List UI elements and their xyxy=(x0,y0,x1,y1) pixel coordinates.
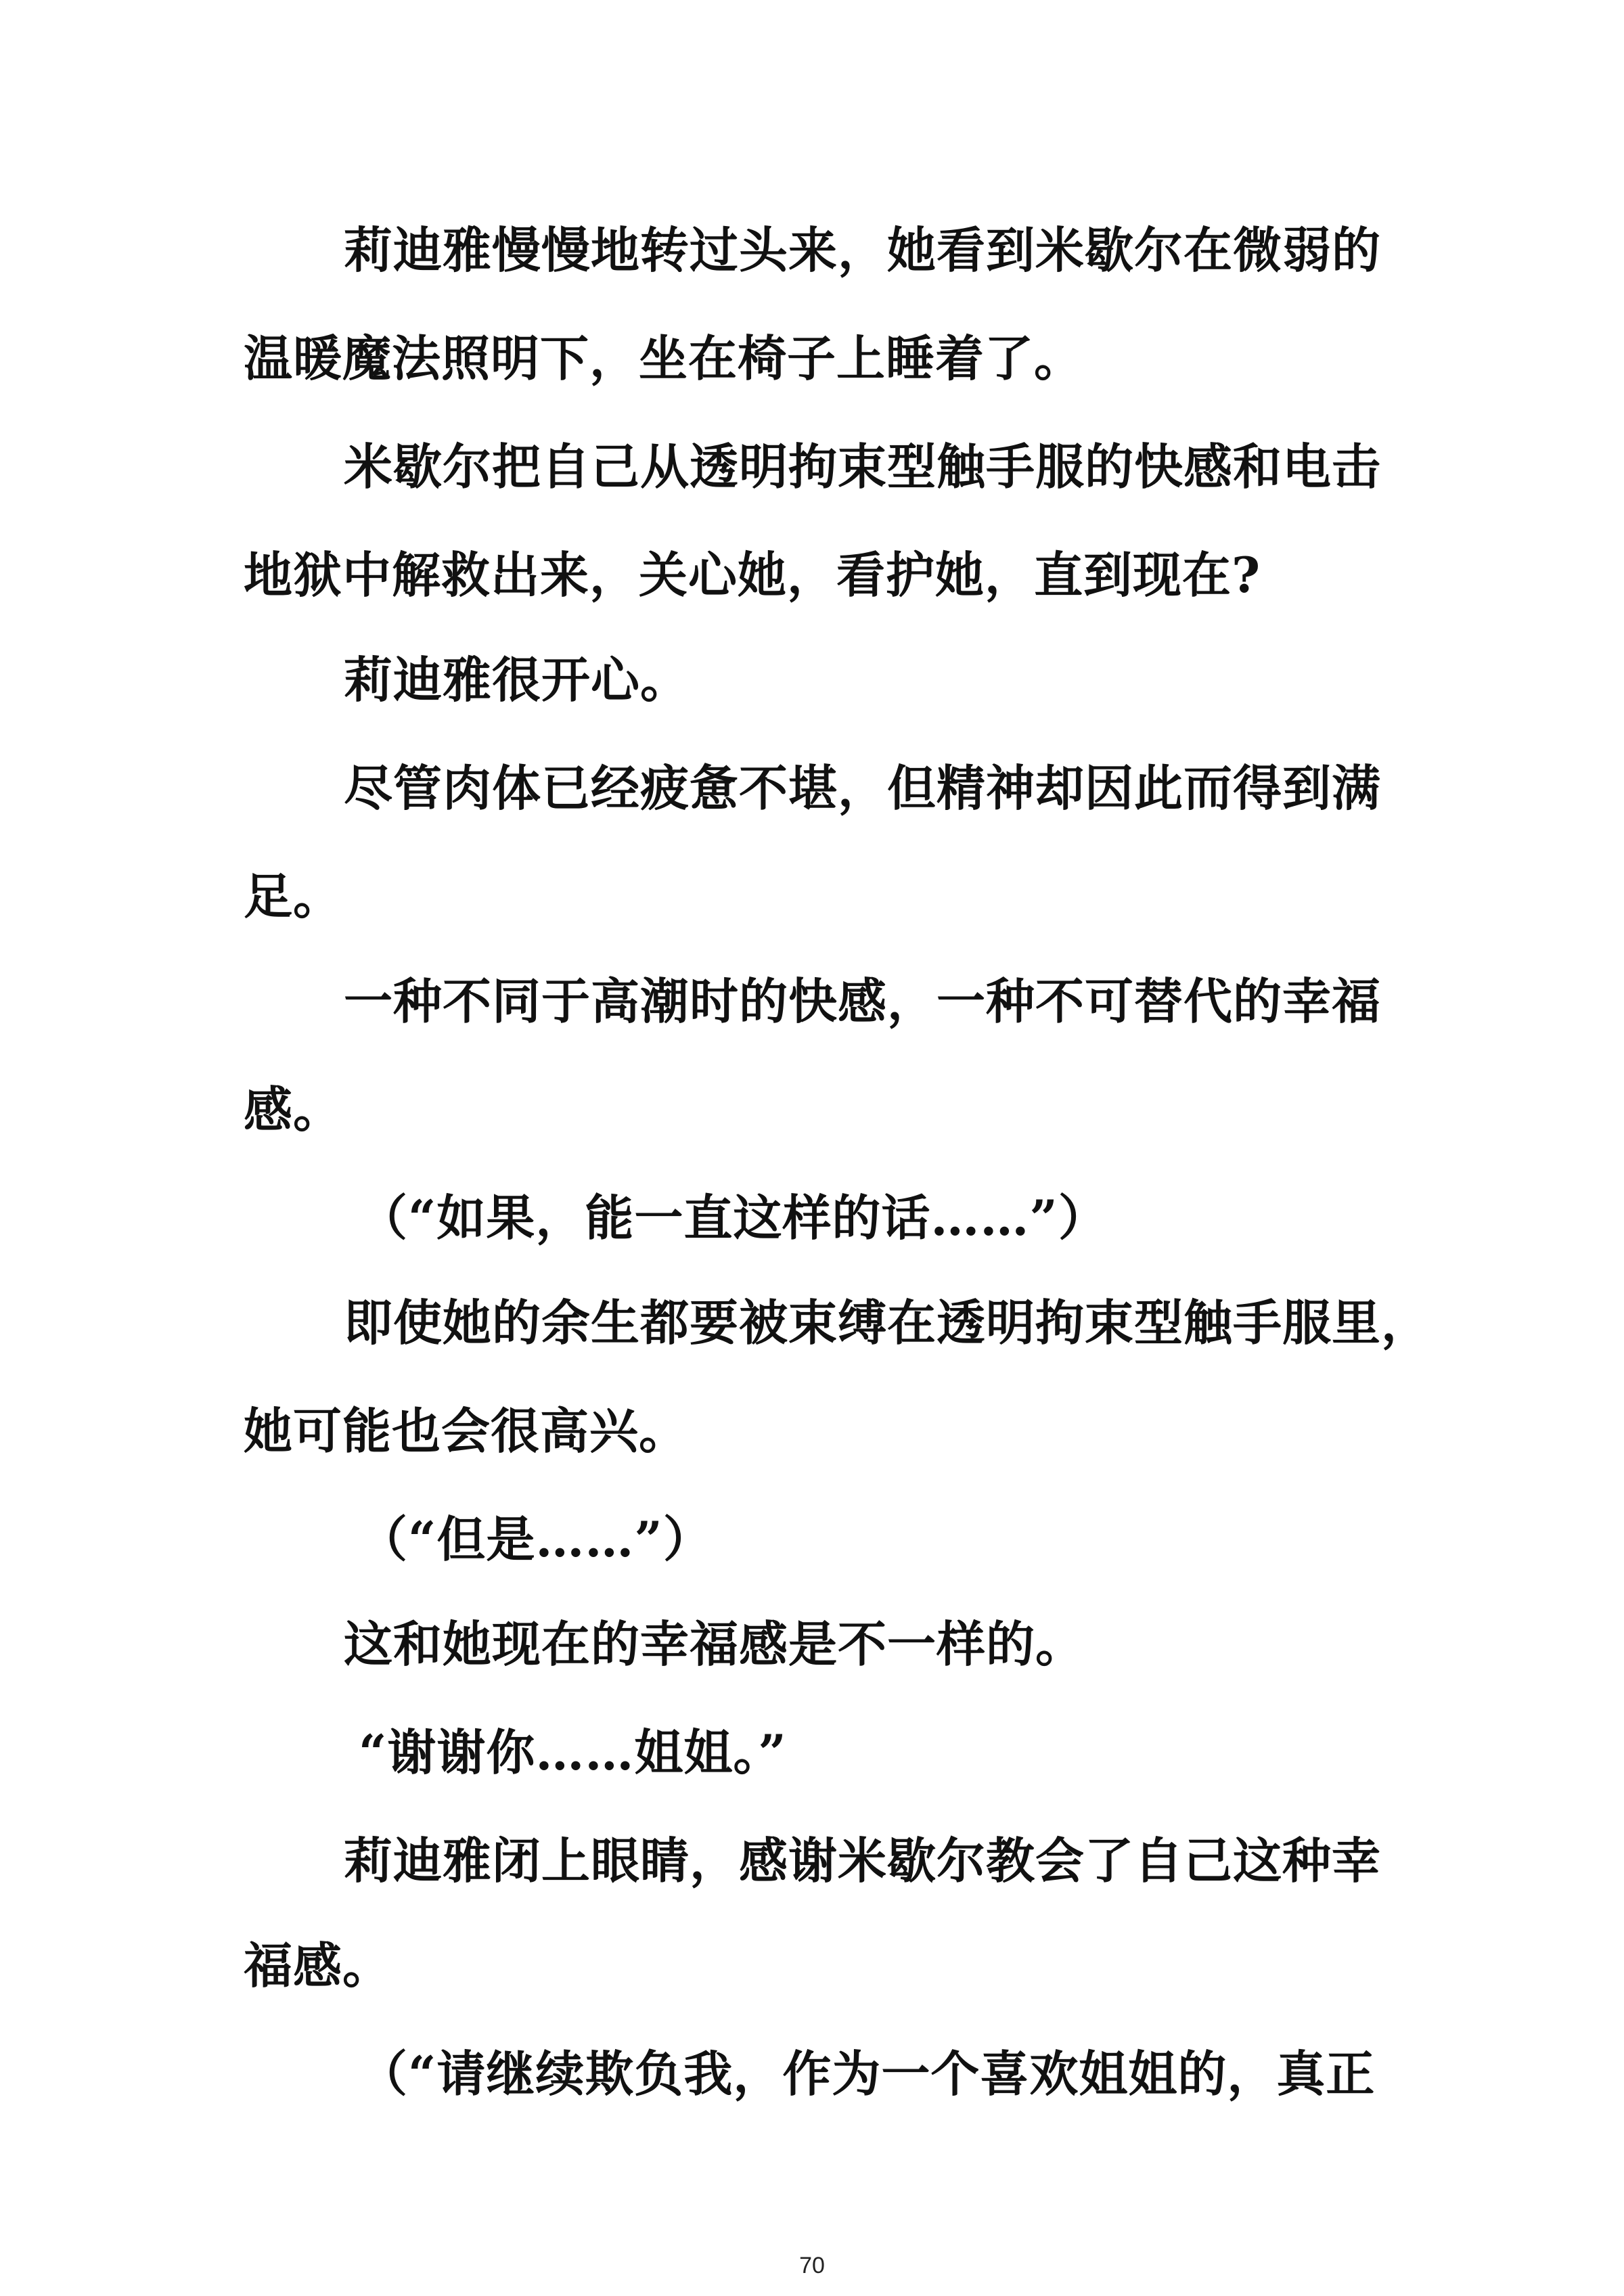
text-line-3: 米歇尔把自己从透明拘束型触手服的快感和电击 xyxy=(344,438,1382,495)
text-line-8: 一种不同于高潮时的快感，一种不可替代的幸福 xyxy=(344,972,1382,1030)
text-line-18: （“请继续欺负我，作为一个喜欢姐姐的，真正 xyxy=(359,2045,1376,2102)
text-line-9: 感。 xyxy=(244,1081,343,1138)
text-line-5: 莉迪雅很开心。 xyxy=(344,651,690,708)
text-line-10: （“如果，能一直这样的话……”） xyxy=(359,1189,1108,1246)
text-line-7: 足。 xyxy=(244,868,343,925)
page-number: 70 xyxy=(799,2253,825,2278)
text-line-4: 地狱中解救出来，关心她，看护她，直到现在? xyxy=(244,546,1261,604)
text-line-13: （“但是……”） xyxy=(359,1510,713,1568)
text-line-12: 她可能也会很高兴。 xyxy=(244,1402,689,1460)
text-line-11: 即使她的余生都要被束缚在透明拘束型触手服里， xyxy=(344,1294,1431,1351)
text-line-14: 这和她现在的幸福感是不一样的。 xyxy=(344,1615,1085,1673)
text-line-6: 尽管肉体已经疲惫不堪，但精神却因此而得到满 xyxy=(344,759,1382,817)
text-line-16: 莉迪雅闭上眼睛，感谢米歇尔教会了自己这种幸 xyxy=(344,1832,1382,1889)
text-line-1: 莉迪雅慢慢地转过头来，她看到米歇尔在微弱的 xyxy=(344,221,1382,279)
text-line-15: “谢谢你……姐姐。” xyxy=(359,1724,787,1781)
text-line-17: 福感。 xyxy=(244,1937,392,1994)
text-line-2: 温暖魔法照明下，坐在椅子上睡着了。 xyxy=(244,330,1084,387)
